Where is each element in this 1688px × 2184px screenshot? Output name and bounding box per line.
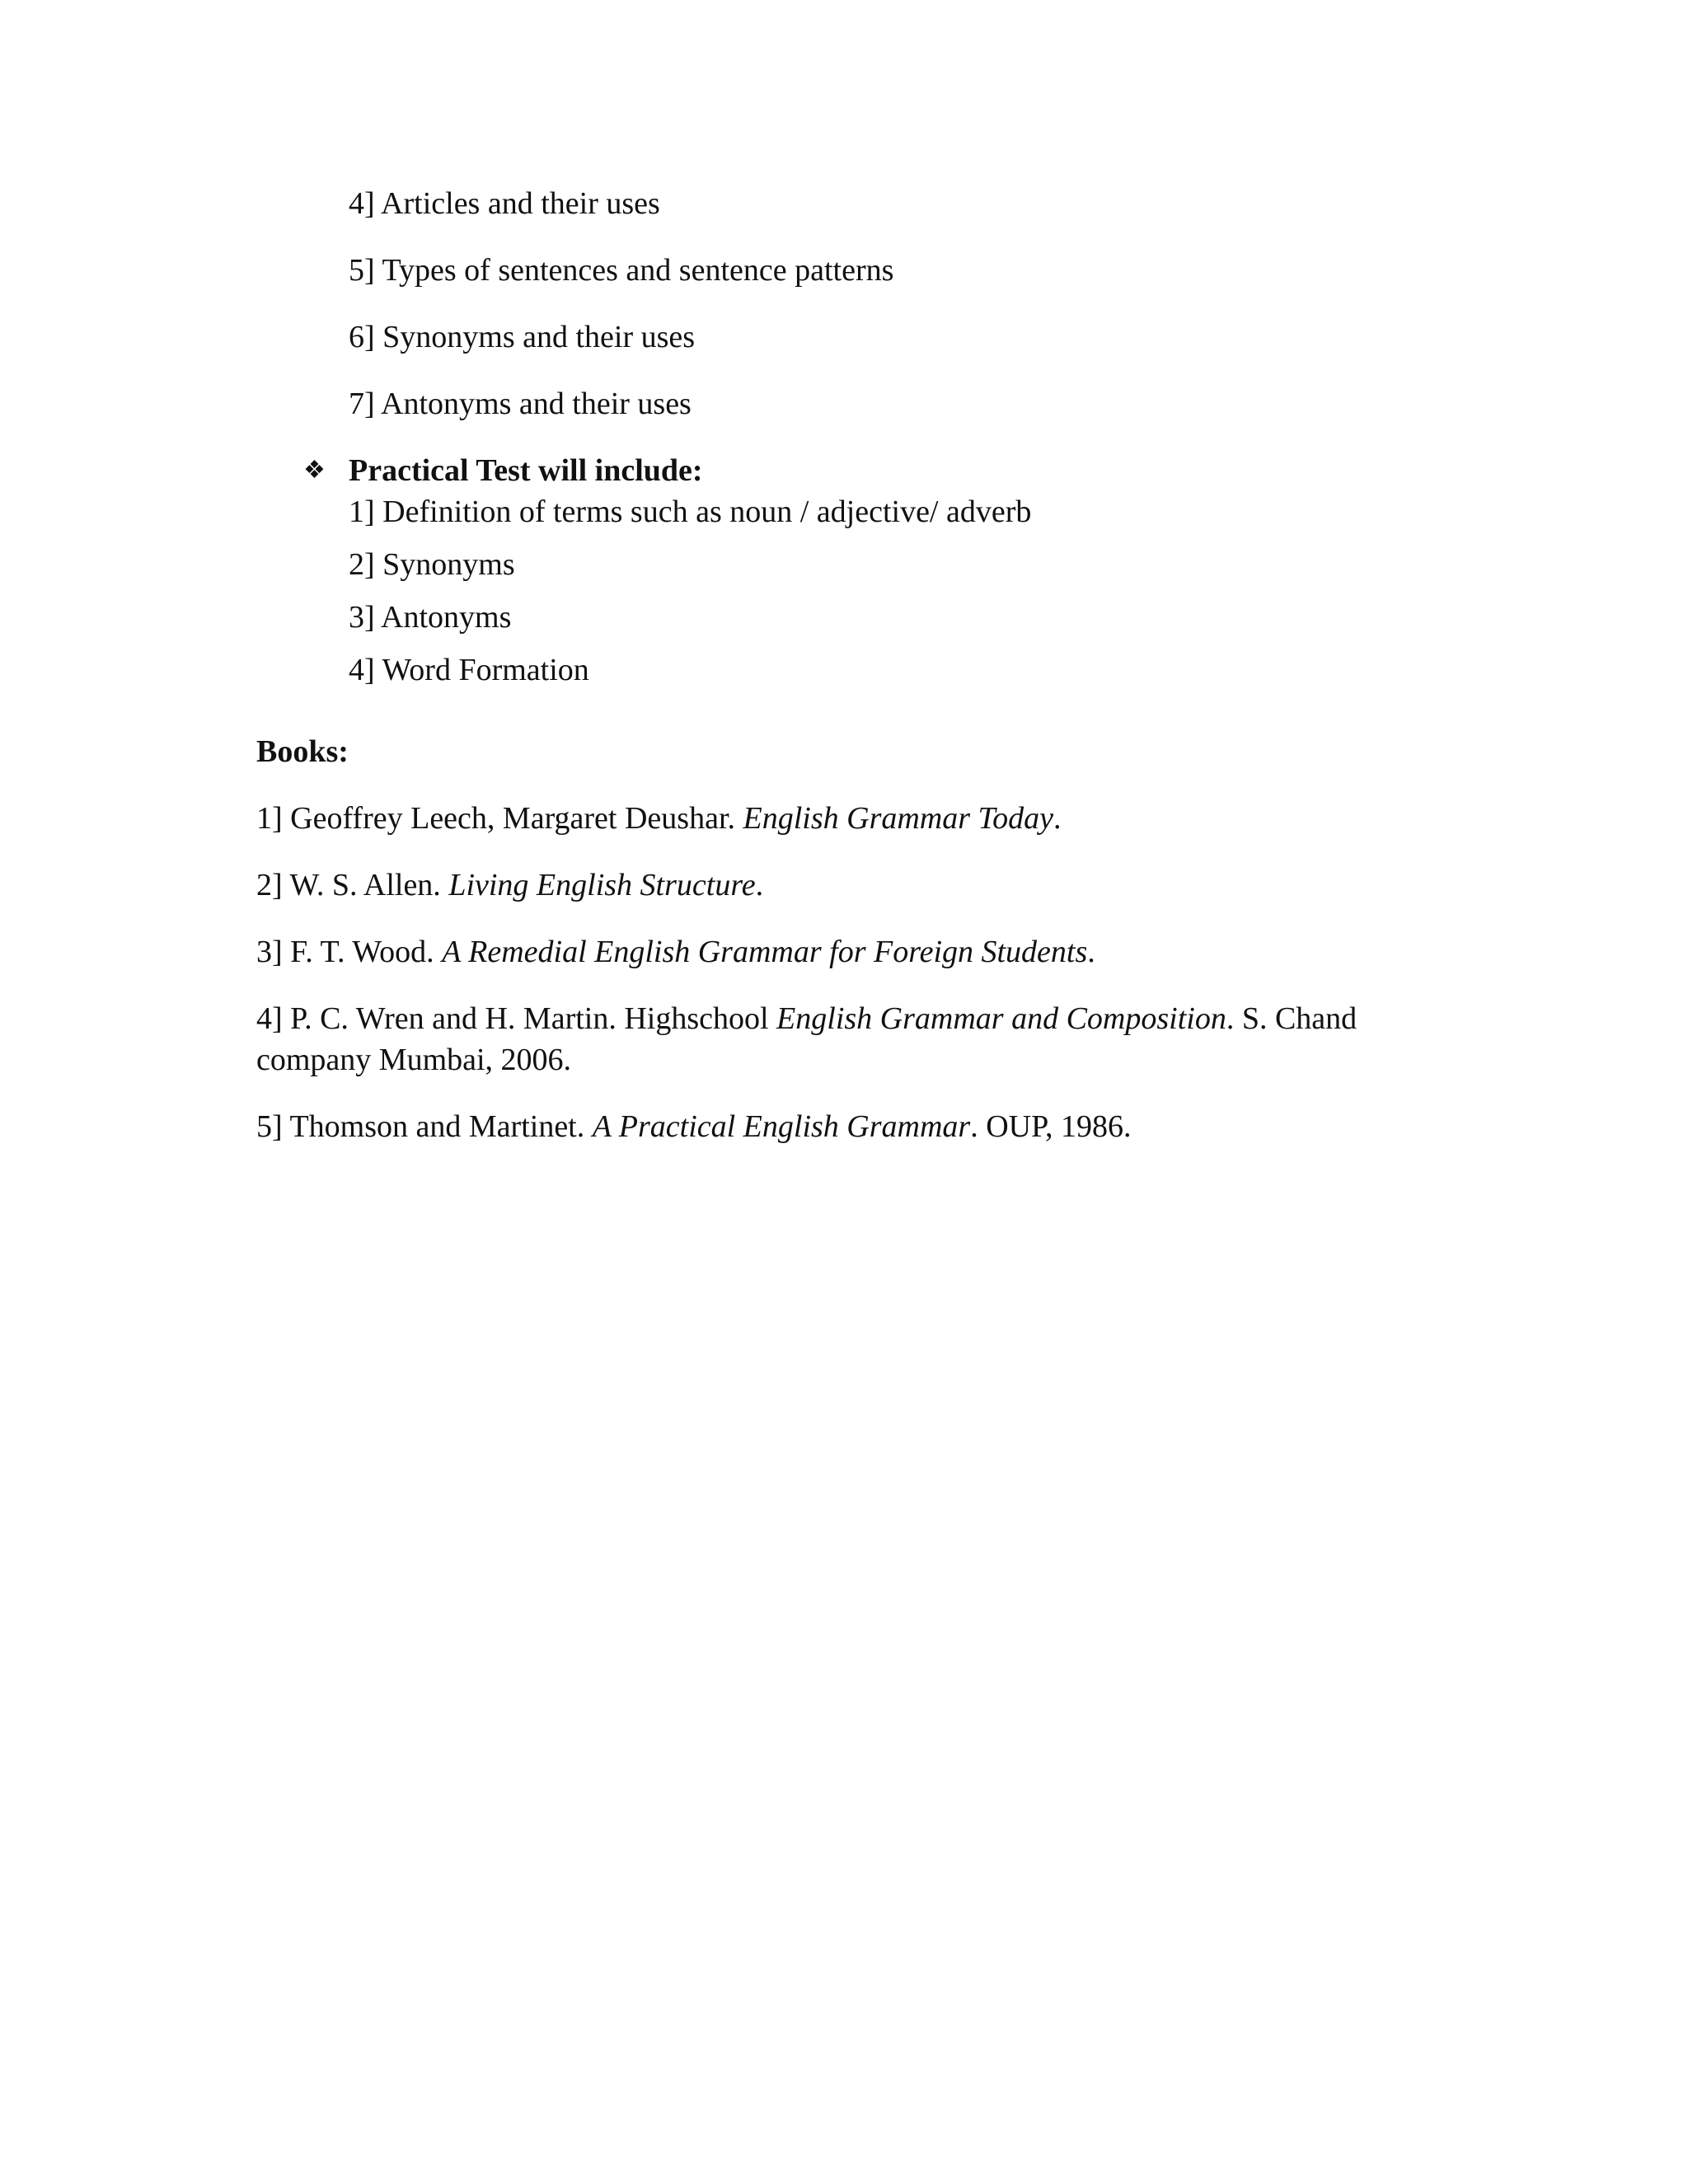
book-suffix: . [1087,935,1095,969]
topic-item: 7] Antonyms and their uses [349,387,692,421]
book-entry [256,933,1095,971]
practical-item: 3] Antonyms [349,600,512,635]
book-suffix: . [755,868,764,902]
book-entry [256,1108,1132,1146]
book-author: 2] W. S. Allen. [256,868,449,902]
book-entry-continuation: company Mumbai, 2006. [256,1043,572,1077]
book-title: Living English Structure [448,868,756,902]
book-entry [256,866,763,904]
book-author: 4] P. C. Wren and H. Martin. Highschool [256,1001,777,1036]
book-suffix: . OUP, 1986. [970,1109,1132,1144]
book-author: 3] F. T. Wood. [256,935,443,969]
book-suffix: . [1053,801,1062,836]
practical-item: 4] Word Formation [349,653,589,687]
book-title: English Grammar and Composition [776,1001,1226,1036]
diamond-bullet-icon: ❖ [303,457,326,484]
book-author: 1] Geoffrey Leech, Margaret Deushar. [256,801,743,836]
topic-item: 4] Articles and their uses [349,186,660,221]
book-title: A Practical English Grammar [592,1109,971,1144]
books-heading: Books: [256,734,349,769]
book-title: English Grammar Today [743,801,1054,836]
practical-test-heading: Practical Test will include: [349,453,703,488]
topic-item: 6] Synonyms and their uses [349,320,696,354]
book-title: A Remedial English Grammar for Foreign Students [442,935,1088,969]
practical-item: 1] Definition of terms such as noun / adjective/ adverb [349,494,1032,529]
book-author: 5] Thomson and Martinet. [256,1109,593,1144]
book-entry [256,1000,1357,1038]
practical-item: 2] Synonyms [349,547,515,582]
topic-item: 5] Types of sentences and sentence patterns [349,253,894,288]
book-suffix: . S. Chand [1226,1001,1357,1036]
book-entry [256,799,1062,837]
